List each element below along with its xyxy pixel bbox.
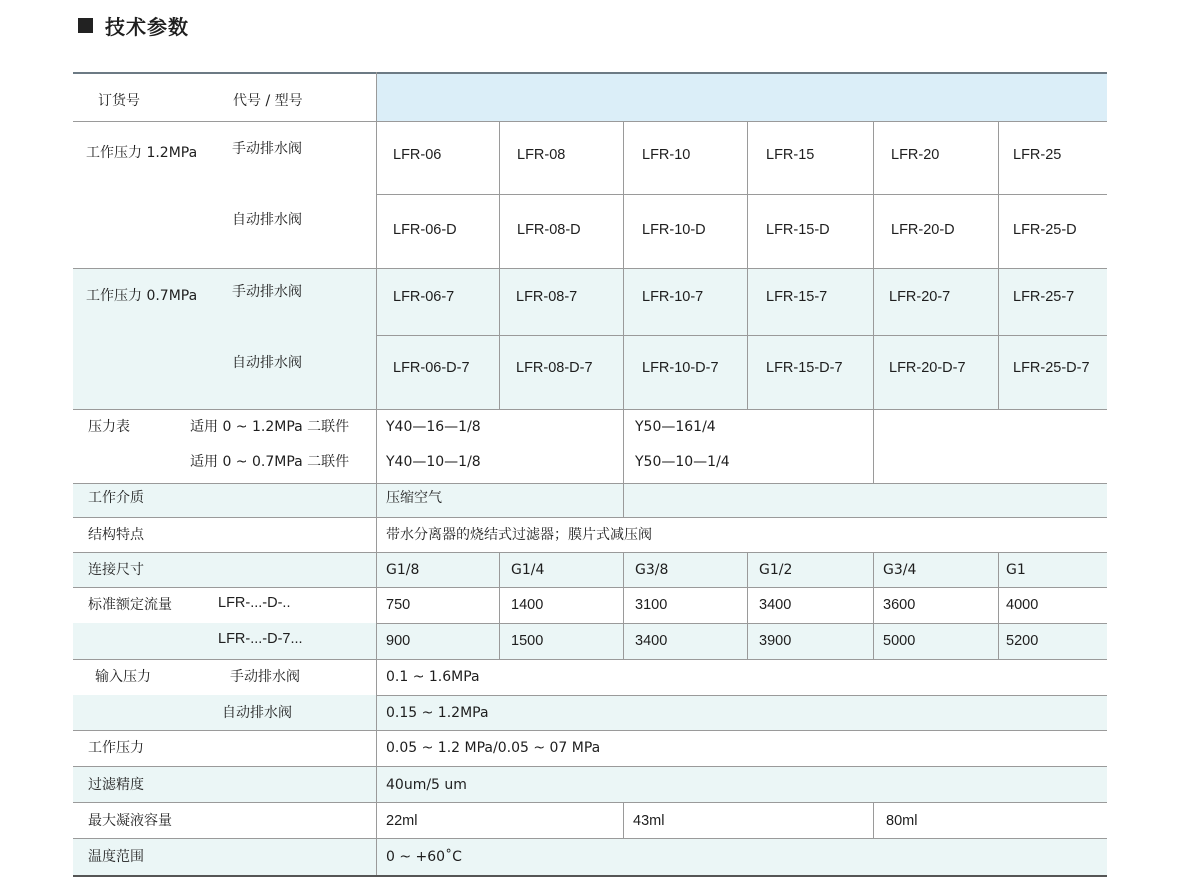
black-square-icon bbox=[78, 18, 93, 33]
rule-horizontal bbox=[73, 517, 1107, 518]
row-sublabel-manual: 手动排水阀 bbox=[230, 669, 300, 685]
rule-vertical bbox=[747, 552, 748, 659]
row-sublabel-auto: 自动排水阀 bbox=[232, 355, 302, 371]
condensate-cell: 22ml bbox=[386, 813, 418, 829]
rule-horizontal bbox=[73, 409, 1107, 410]
flow-cell: 4000 bbox=[1006, 597, 1039, 613]
row-sublabel-manual: 手动排水阀 bbox=[232, 284, 302, 300]
model-cell: LFR-15-D-7 bbox=[766, 360, 843, 376]
model-cell: LFR-06-D bbox=[393, 222, 457, 238]
rule-horizontal bbox=[73, 552, 1107, 553]
model-cell: LFR-08-D-7 bbox=[516, 360, 593, 376]
model-cell: LFR-06 bbox=[393, 147, 442, 163]
flow-cell: 1400 bbox=[511, 597, 544, 613]
rule-horizontal bbox=[73, 802, 1107, 803]
temperature-value: 0 ~ +60˚C bbox=[386, 849, 462, 865]
gauge-sublabel: 适用 0 ~ 0.7MPa 二联件 bbox=[190, 454, 350, 470]
row-label-input-pressure: 输入压力 bbox=[95, 669, 151, 685]
flow-sublabel: LFR-...-D-7... bbox=[218, 631, 303, 647]
flow-cell: 3900 bbox=[759, 633, 792, 649]
rule-vertical bbox=[873, 802, 874, 838]
model-cell: LFR-10-D-7 bbox=[642, 360, 719, 376]
input-pressure-auto: 0.15 ~ 1.2MPa bbox=[386, 705, 489, 721]
model-cell: LFR-25-D bbox=[1013, 222, 1077, 238]
model-cell: LFR-08-7 bbox=[516, 289, 578, 305]
model-cell: LFR-25 bbox=[1013, 147, 1062, 163]
port-size-cell: G3/8 bbox=[635, 562, 669, 578]
rule-vertical bbox=[998, 121, 999, 409]
rule-horizontal bbox=[73, 72, 1107, 74]
header-code-model: 代号 / 型号 bbox=[233, 93, 303, 109]
model-cell: LFR-10-7 bbox=[642, 289, 704, 305]
rule-horizontal bbox=[73, 730, 1107, 731]
row-label-flow: 标准额定流量 bbox=[88, 597, 172, 613]
row-sublabel-auto: 自动排水阀 bbox=[222, 705, 292, 721]
rule-horizontal bbox=[73, 268, 1107, 269]
structure-value: 带水分离器的烧结式过滤器；膜片式减压阀 bbox=[386, 527, 652, 543]
rule-vertical bbox=[499, 552, 500, 659]
section-title: 技术参数 bbox=[105, 14, 189, 39]
row-label-port-size: 连接尺寸 bbox=[88, 562, 144, 578]
shaded-band bbox=[73, 268, 1107, 409]
medium-value: 压缩空气 bbox=[386, 490, 442, 506]
rule-vertical bbox=[623, 409, 624, 517]
gauge-cell: Y40—10—1/8 bbox=[386, 454, 481, 470]
port-size-cell: G1 bbox=[1006, 562, 1026, 578]
rule-horizontal bbox=[376, 695, 1107, 696]
spec-table bbox=[73, 71, 1107, 877]
header-order-no: 订货号 bbox=[98, 93, 140, 109]
gauge-sublabel: 适用 0 ~ 1.2MPa 二联件 bbox=[190, 419, 350, 435]
port-size-cell: G3/4 bbox=[883, 562, 917, 578]
rule-horizontal bbox=[73, 766, 1107, 767]
condensate-cell: 80ml bbox=[886, 813, 918, 829]
gauge-cell: Y50—161/4 bbox=[635, 419, 716, 435]
model-cell: LFR-06-7 bbox=[393, 289, 455, 305]
row-sublabel-auto: 自动排水阀 bbox=[232, 212, 302, 228]
flow-cell: 3100 bbox=[635, 597, 668, 613]
model-cell: LFR-20-D-7 bbox=[889, 360, 966, 376]
section-heading bbox=[78, 12, 189, 38]
rule-horizontal bbox=[73, 587, 1107, 588]
rule-vertical bbox=[873, 121, 874, 409]
flow-cell: 3600 bbox=[883, 597, 916, 613]
model-cell: LFR-06-D-7 bbox=[393, 360, 470, 376]
input-pressure-manual: 0.1 ~ 1.6MPa bbox=[386, 669, 480, 685]
shaded-band bbox=[376, 72, 1107, 121]
rule-horizontal bbox=[73, 875, 1107, 877]
flow-cell: 1500 bbox=[511, 633, 544, 649]
rule-horizontal bbox=[73, 659, 1107, 660]
model-cell: LFR-10 bbox=[642, 147, 691, 163]
flow-cell: 3400 bbox=[759, 597, 792, 613]
flow-cell: 750 bbox=[386, 597, 411, 613]
model-cell: LFR-25-7 bbox=[1013, 289, 1075, 305]
row-label-pressure-0-7: 工作压力 0.7MPa bbox=[86, 288, 198, 304]
shaded-band bbox=[73, 838, 1107, 875]
filtration-value: 40um/5 um bbox=[386, 777, 467, 793]
shaded-band bbox=[73, 766, 1107, 802]
gauge-cell: Y40—16—1/8 bbox=[386, 419, 481, 435]
shaded-band bbox=[73, 483, 1107, 517]
shaded-band bbox=[73, 552, 1107, 587]
model-cell: LFR-20 bbox=[891, 147, 940, 163]
rule-vertical bbox=[623, 552, 624, 659]
rule-vertical bbox=[873, 409, 874, 483]
row-label-temperature: 温度范围 bbox=[88, 849, 144, 865]
port-size-cell: G1/4 bbox=[511, 562, 545, 578]
port-size-cell: G1/8 bbox=[386, 562, 420, 578]
port-size-cell: G1/2 bbox=[759, 562, 793, 578]
working-pressure-value: 0.05 ~ 1.2 MPa/0.05 ~ 07 MPa bbox=[386, 740, 601, 756]
model-cell: LFR-15-7 bbox=[766, 289, 828, 305]
gauge-cell: Y50—10—1/4 bbox=[635, 454, 730, 470]
rule-vertical bbox=[998, 552, 999, 659]
rule-vertical bbox=[499, 121, 500, 409]
condensate-cell: 43ml bbox=[633, 813, 665, 829]
flow-cell: 900 bbox=[386, 633, 411, 649]
model-cell: LFR-15-D bbox=[766, 222, 830, 238]
row-label-working-pressure: 工作压力 bbox=[88, 740, 144, 756]
row-label-medium: 工作介质 bbox=[88, 490, 144, 506]
row-label-filtration: 过滤精度 bbox=[88, 777, 144, 793]
row-label-condensate: 最大凝液容量 bbox=[88, 813, 172, 829]
rule-horizontal bbox=[73, 838, 1107, 839]
row-label-gauge: 压力表 bbox=[88, 419, 130, 435]
rule-vertical bbox=[623, 802, 624, 838]
model-cell: LFR-08-D bbox=[517, 222, 581, 238]
model-cell: LFR-20-7 bbox=[889, 289, 951, 305]
flow-cell: 5200 bbox=[1006, 633, 1039, 649]
flow-cell: 5000 bbox=[883, 633, 916, 649]
row-sublabel-manual: 手动排水阀 bbox=[232, 141, 302, 157]
row-label-structure: 结构特点 bbox=[88, 527, 144, 543]
model-cell: LFR-15 bbox=[766, 147, 815, 163]
row-label-pressure-1-2: 工作压力 1.2MPa bbox=[86, 145, 198, 161]
model-cell: LFR-25-D-7 bbox=[1013, 360, 1090, 376]
model-cell: LFR-08 bbox=[517, 147, 566, 163]
rule-vertical bbox=[376, 72, 377, 875]
flow-cell: 3400 bbox=[635, 633, 668, 649]
model-cell: LFR-10-D bbox=[642, 222, 706, 238]
rule-vertical bbox=[623, 121, 624, 409]
rule-vertical bbox=[747, 121, 748, 409]
rule-horizontal bbox=[73, 483, 1107, 484]
flow-sublabel: LFR-...-D-.. bbox=[218, 595, 291, 611]
rule-vertical bbox=[873, 552, 874, 659]
model-cell: LFR-20-D bbox=[891, 222, 955, 238]
rule-horizontal bbox=[73, 121, 1107, 122]
